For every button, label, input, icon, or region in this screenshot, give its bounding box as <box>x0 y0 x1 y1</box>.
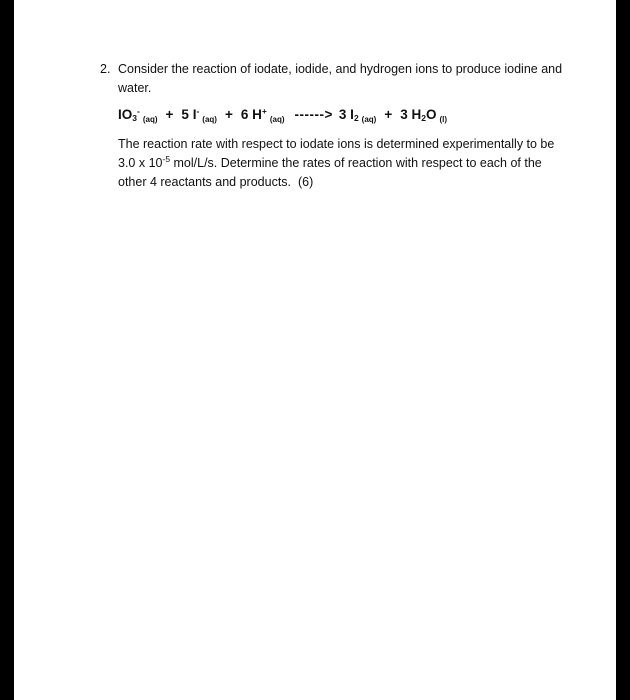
iodide-formula: I <box>192 107 197 122</box>
water-coefficient: 3 <box>400 107 408 122</box>
plus-sign-1: + <box>165 107 174 122</box>
right-black-border <box>616 0 630 700</box>
iodine-state: (aq) <box>361 115 377 124</box>
water-subscript: 2 <box>421 113 426 123</box>
question-2 <box>100 60 570 192</box>
iodide-coefficient: 5 <box>181 107 189 122</box>
question-number: 2. <box>100 62 111 76</box>
iodate-state: (aq) <box>142 115 158 124</box>
question-header <box>100 60 570 98</box>
left-black-border <box>0 0 14 700</box>
question-intro: Consider the reaction of iodate, iodide, and hydrogen ions to produce iodine and water. <box>118 62 563 95</box>
iodate-term <box>118 104 158 131</box>
hydrogen-charge: + <box>261 106 267 116</box>
water-term <box>400 104 447 131</box>
water-formula-h: H <box>411 107 422 122</box>
body-text-part2: mol/L/s. Determine the rates of reaction with respect to each of the other 4 reactants and products. <box>118 156 542 189</box>
iodide-state: (aq) <box>202 115 217 124</box>
hydrogen-term <box>241 104 285 131</box>
hydrogen-state: (aq) <box>269 115 285 124</box>
water-formula-o: O <box>426 107 437 122</box>
water-state: (l) <box>439 115 448 124</box>
plus-sign-3: + <box>384 107 393 122</box>
iodate-charge: - <box>137 106 140 116</box>
iodide-term <box>181 104 217 131</box>
points-value: (6) <box>297 175 314 189</box>
iodine-formula: I <box>350 107 354 122</box>
iodine-subscript: 2 <box>353 113 359 123</box>
iodate-formula: IO <box>118 107 133 122</box>
iodate-subscript: 3 <box>132 113 137 123</box>
question-body <box>100 135 570 192</box>
iodine-term <box>339 104 376 131</box>
plus-sign-2: + <box>224 107 233 122</box>
iodide-charge: - <box>196 106 200 116</box>
hydrogen-formula: H <box>252 107 262 122</box>
document-page <box>14 0 616 700</box>
chemical-equation <box>100 104 570 131</box>
iodine-coefficient: 3 <box>338 107 347 122</box>
reaction-arrow: ------> <box>294 107 333 122</box>
body-text-part1: The reaction rate with respect to iodate ions is determined experimentally to be 3.0 x 10 <box>118 137 555 170</box>
rate-exponent: -5 <box>162 154 171 164</box>
hydrogen-coefficient: 6 <box>240 107 249 122</box>
